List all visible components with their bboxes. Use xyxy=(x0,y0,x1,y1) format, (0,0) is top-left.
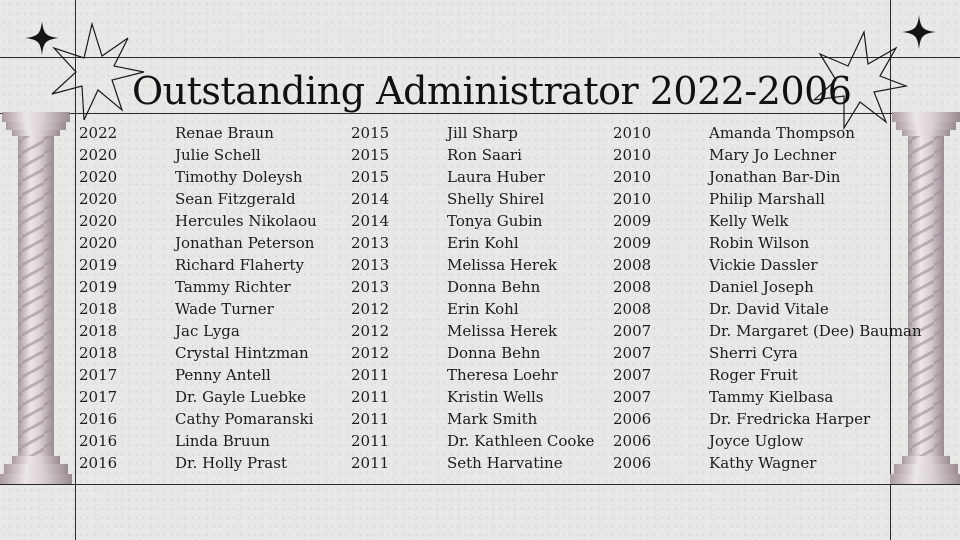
award-year: 2019 xyxy=(79,256,118,274)
award-year: 2011 xyxy=(351,388,390,406)
award-year: 2018 xyxy=(79,344,118,362)
honoree-name: Joyce Uglow xyxy=(709,432,804,450)
honoree-name: Tonya Gubin xyxy=(447,212,543,230)
award-year: 2020 xyxy=(79,190,118,208)
award-year: 2007 xyxy=(613,344,652,362)
honoree-name: Timothy Doleysh xyxy=(175,168,303,186)
honoree-name: Shelly Shirel xyxy=(447,190,545,208)
honoree-name: Hercules Nikolaou xyxy=(175,212,317,230)
award-year: 2016 xyxy=(79,432,118,450)
pillar-right-icon xyxy=(890,112,960,484)
honoree-name: Sherri Cyra xyxy=(709,344,798,362)
award-year: 2022 xyxy=(79,124,118,142)
award-year: 2014 xyxy=(351,212,390,230)
honoree-name: Mary Jo Lechner xyxy=(709,146,837,164)
award-year: 2010 xyxy=(613,190,652,208)
award-year: 2013 xyxy=(351,256,390,274)
award-year: 2013 xyxy=(351,278,390,296)
honoree-name: Seth Harvatine xyxy=(447,454,563,472)
award-year: 2012 xyxy=(351,300,390,318)
honoree-name: Dr. David Vitale xyxy=(709,300,829,318)
award-year: 2011 xyxy=(351,454,390,472)
honoree-name: Crystal Hintzman xyxy=(175,344,309,362)
honoree-name: Renae Braun xyxy=(175,124,274,142)
honoree-name: Dr. Margaret (Dee) Bauman xyxy=(709,322,922,340)
honoree-name: Linda Bruun xyxy=(175,432,270,450)
award-year: 2018 xyxy=(79,300,118,318)
award-year: 2010 xyxy=(613,168,652,186)
honoree-name: Tammy Kielbasa xyxy=(709,388,834,406)
award-year: 2015 xyxy=(351,146,390,164)
award-year: 2018 xyxy=(79,322,118,340)
award-year: 2020 xyxy=(79,234,118,252)
honoree-name: Amanda Thompson xyxy=(709,124,855,142)
honoree-name: Sean Fitzgerald xyxy=(175,190,296,208)
honoree-name: Jill Sharp xyxy=(447,124,518,142)
award-year: 2017 xyxy=(79,388,118,406)
honoree-name: Tammy Richter xyxy=(175,278,291,296)
honoree-name: Penny Antell xyxy=(175,366,271,384)
honoree-name: Mark Smith xyxy=(447,410,538,428)
award-year: 2016 xyxy=(79,454,118,472)
award-year: 2006 xyxy=(613,454,652,472)
award-year: 2006 xyxy=(613,432,652,450)
honoree-name: Roger Fruit xyxy=(709,366,798,384)
page-title: Outstanding Administrator 2022-2006 xyxy=(132,69,852,113)
honoree-name: Jonathan Peterson xyxy=(175,234,315,252)
honoree-name: Ron Saari xyxy=(447,146,522,164)
award-year: 2009 xyxy=(613,212,652,230)
award-year: 2020 xyxy=(79,146,118,164)
honoree-name: Jac Lyga xyxy=(175,322,240,340)
honoree-name: Theresa Loehr xyxy=(447,366,558,384)
award-year: 2020 xyxy=(79,212,118,230)
award-year: 2014 xyxy=(351,190,390,208)
award-year: 2017 xyxy=(79,366,118,384)
award-year: 2007 xyxy=(613,366,652,384)
frame-line-bottom xyxy=(0,484,960,485)
award-year: 2009 xyxy=(613,234,652,252)
honoree-name: Donna Behn xyxy=(447,278,541,296)
honoree-name: Wade Turner xyxy=(175,300,274,318)
honoree-name: Daniel Joseph xyxy=(709,278,814,296)
award-year: 2007 xyxy=(613,388,652,406)
award-year: 2006 xyxy=(613,410,652,428)
award-year: 2020 xyxy=(79,168,118,186)
award-year: 2013 xyxy=(351,234,390,252)
award-year: 2015 xyxy=(351,168,390,186)
honoree-name: Kelly Welk xyxy=(709,212,789,230)
honoree-name: Dr. Gayle Luebke xyxy=(175,388,306,406)
honoree-name: Kathy Wagner xyxy=(709,454,817,472)
honoree-name: Melissa Herek xyxy=(447,256,558,274)
honoree-name: Cathy Pomaranski xyxy=(175,410,314,428)
award-year: 2007 xyxy=(613,322,652,340)
award-year: 2011 xyxy=(351,432,390,450)
award-year: 2011 xyxy=(351,410,390,428)
honoree-name: Dr. Kathleen Cooke xyxy=(447,432,595,450)
honoree-name: Vickie Dassler xyxy=(709,256,818,274)
pillar-left-icon xyxy=(0,112,72,484)
honoree-name: Laura Huber xyxy=(447,168,545,186)
award-year: 2008 xyxy=(613,278,652,296)
award-year: 2012 xyxy=(351,344,390,362)
award-year: 2012 xyxy=(351,322,390,340)
award-year: 2010 xyxy=(613,124,652,142)
honoree-name: Dr. Holly Prast xyxy=(175,454,287,472)
honoree-name: Robin Wilson xyxy=(709,234,810,252)
award-year: 2008 xyxy=(613,300,652,318)
award-year: 2019 xyxy=(79,278,118,296)
honoree-name: Melissa Herek xyxy=(447,322,558,340)
award-year: 2016 xyxy=(79,410,118,428)
award-year: 2010 xyxy=(613,146,652,164)
honoree-name: Erin Kohl xyxy=(447,234,519,252)
honoree-name: Donna Behn xyxy=(447,344,541,362)
honoree-name: Jonathan Bar-Din xyxy=(709,168,841,186)
honoree-name: Philip Marshall xyxy=(709,190,825,208)
honoree-name: Erin Kohl xyxy=(447,300,519,318)
award-year: 2008 xyxy=(613,256,652,274)
honoree-name: Kristin Wells xyxy=(447,388,544,406)
honoree-name: Dr. Fredricka Harper xyxy=(709,410,871,428)
award-year: 2011 xyxy=(351,366,390,384)
honoree-name: Richard Flaherty xyxy=(175,256,304,274)
honoree-name: Julie Schell xyxy=(175,146,261,164)
award-year: 2015 xyxy=(351,124,390,142)
